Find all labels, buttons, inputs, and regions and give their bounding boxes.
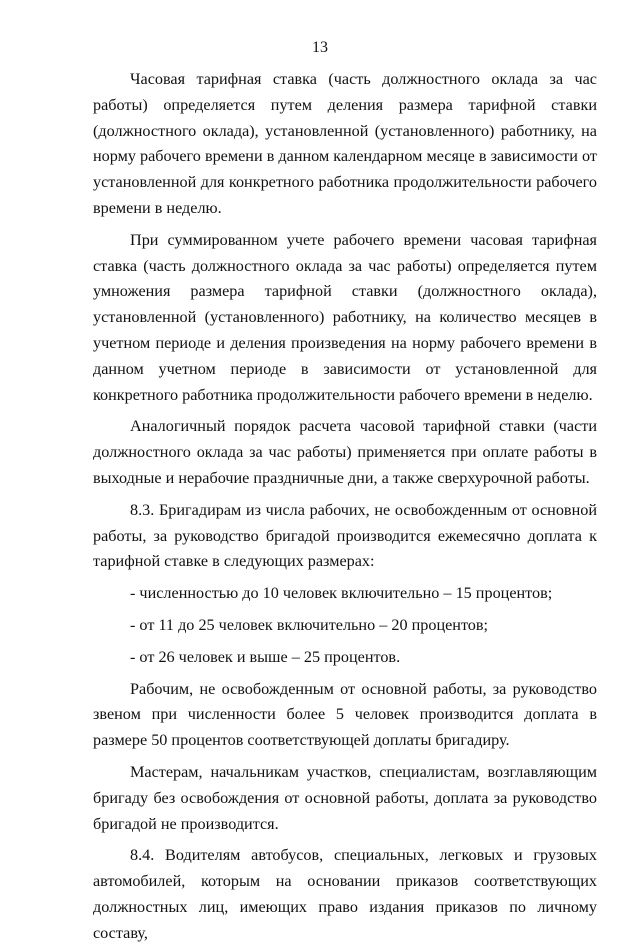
document-body bbox=[93, 67, 597, 947]
list-item-26-and-above: - от 26 человек и выше – 25 процентов. bbox=[130, 647, 401, 666]
paragraph-weekend-overtime: Аналогичный порядок расчета часовой тарифной ставки (части должностного оклада за час работы) применяется при оплате работы в выходные и нерабочие праздничные дни, а также сверхурочной работы. bbox=[93, 417, 597, 487]
page-number: 13 bbox=[312, 39, 328, 56]
paragraph-summarized-accounting: При суммированном учете рабочего времени часовая тарифная ставка (часть должностного оклада за час работы) определяется путем умножения размера тарифной ставки (должностного оклада), установленной (установленного) работнику, на количество месяцев в учетном периоде и деления произведения на норму рабочего времени в данном учетном периоде в зависимости от установленной для конкретного работника продолжительности рабочего времени в неделю. bbox=[93, 230, 597, 404]
paragraph-hourly-rate: Часовая тарифная ставка (часть должностного оклада за час работы) определяется путем деления размера тарифной ставки (должностного оклада), установленной (установленного) работнику, на норму рабочего времени в данном календарном месяце в зависимости от установленной для конкретного работника продолжительности рабочего времени в неделю. bbox=[93, 70, 597, 217]
list-item-up-to-10: - численностью до 10 человек включительно – 15 процентов; bbox=[130, 584, 553, 603]
paragraph-section-8-3: 8.3. Бригадирам из числа рабочих, не освобожденным от основной работы, за руководство бригадой производится ежемесячно доплата к тарифной ставке в следующих размерах: bbox=[93, 500, 597, 571]
paragraph-team-leader: Рабочим, не освобожденным от основной работы, за руководство звеном при численности более 5 человек производится доплата в размере 50 процентов соответствующей доплаты бригадиру. bbox=[93, 679, 597, 750]
paragraph-masters: Мастерам, начальникам участков, специалистам, возглавляющим бригаду без освобождения от основной работы, доплата за руководство бригадой не производится. bbox=[93, 762, 597, 833]
paragraph-section-8-4: 8.4. Водителям автобусов, специальных, легковых и грузовых автомобилей, которым на основании приказов соответствующих должностных лиц, имеющих право издания приказов по личному составу, bbox=[93, 846, 597, 942]
list-item-11-to-25: - от 11 до 25 человек включительно – 20 процентов; bbox=[130, 615, 489, 634]
